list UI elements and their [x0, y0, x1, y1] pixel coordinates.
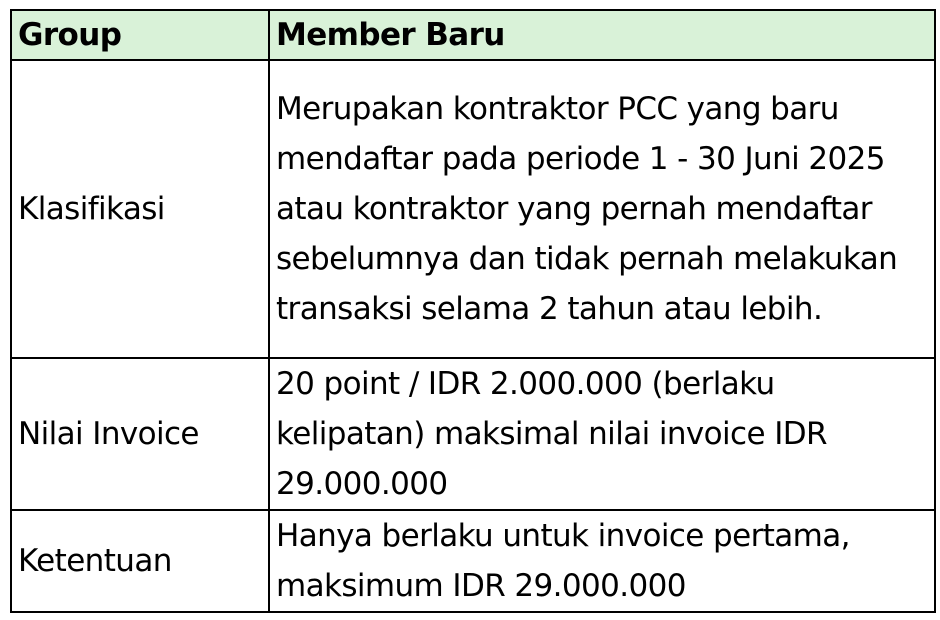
description-line: maksimum IDR 29.000.000 — [276, 568, 686, 604]
description-line: mendaftar pada periode 1 - 30 Juni 2025 — [276, 141, 885, 177]
row-label-klasifikasi: Klasifikasi — [11, 60, 269, 358]
header-group: Group — [11, 10, 269, 60]
description-line: 20 point / IDR 2.000.000 (berlaku — [276, 366, 775, 402]
description-line: 29.000.000 — [276, 466, 448, 502]
description-line: atau kontraktor yang pernah mendaftar — [276, 191, 872, 227]
description-line: transaksi selama 2 tahun atau lebih. — [276, 291, 823, 327]
row-description-ketentuan — [269, 510, 935, 612]
row-label-ketentuan: Ketentuan — [11, 510, 269, 612]
description-line: Merupakan kontraktor PCC yang baru — [276, 91, 839, 127]
row-description-nilai-invoice — [269, 358, 935, 510]
member-baru-table — [10, 9, 936, 613]
table-header-row — [11, 10, 935, 60]
description-line: kelipatan) maksimal nilai invoice IDR — [276, 416, 827, 452]
table-row — [11, 510, 935, 612]
row-description-klasifikasi — [269, 60, 935, 358]
description-line: sebelumnya dan tidak pernah melakukan — [276, 241, 898, 277]
table-row — [11, 358, 935, 510]
row-label-nilai-invoice: Nilai Invoice — [11, 358, 269, 510]
description-line: Hanya berlaku untuk invoice pertama, — [276, 518, 850, 554]
table-row — [11, 60, 935, 358]
header-member-baru: Member Baru — [269, 10, 935, 60]
